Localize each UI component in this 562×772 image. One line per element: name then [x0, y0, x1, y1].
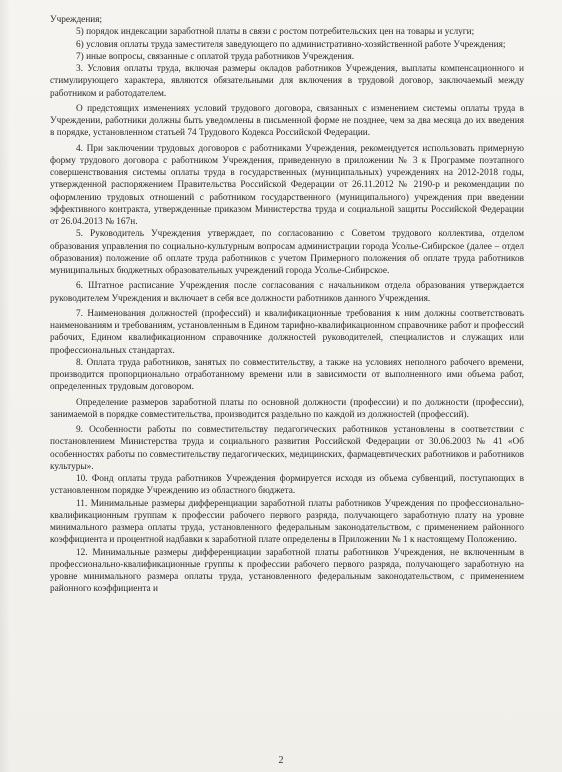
paragraph-12: 12. Минимальные размеры дифференциации заработной платы работников Учреждения, не включенным в профессионально-квалификационные группы к профессии рабочего первого разряда, получающего заработную на уровне минимального размера оплаты труда, установленного федеральным законодательством, с применением районного коэффициента и	[50, 547, 524, 595]
paragraph-4: 4. При заключении трудовых договоров с работниками Учреждения, рекомендуется использовать примерную форму трудового договора с работником Учреждения, приведенную в приложении № 3 к Программе поэтапного совершенствования системы оплаты труда в государственных (муниципальных) учреждениях на 2012-2018 годы, утвержденной распоряжением Правительства Российской Федерации от 26.11.2012 № 2190-р и рекомендации по оформлению трудовых отношений с работником государственного (муниципального) учреждения при введении эффективного контракта, утвержденные приказом Министерства труда и социальной защиты Российской Федерации от 26.04.2013 № 167н.	[50, 143, 524, 227]
page-number: 2	[278, 755, 284, 766]
paragraph-11: 11. Минимальные размеры дифференциации заработной платы работников Учреждения по профессионально-квалификационным группам к профессии рабочего первого разряда, получающего заработную плату на уровне минимального размера оплаты труда, установленного федеральным законодательством, с применением районного коэффициента и процентной надбавки к заработной плате определены в Приложении № 1 к настоящему Положению.	[50, 498, 524, 546]
paragraph-5: 5. Руководитель Учреждения утверждает, по согласованию с Советом трудового коллектива, отделом образования управления по социально-культурным вопросам администрации города Усолье-Сибирское (далее – отдел образования) положение об оплате труда работников с учетом Примерного положения об оплате труда работников муниципальных бюджетных образовательных учреждений города Усолье-Сибирское.	[50, 229, 524, 276]
paragraph-item-5: 5) порядок индексации заработной платы в связи с ростом потребительских цен на товары и услуги;	[76, 27, 475, 38]
paragraph-9: 9. Особенности работы по совместительству педагогических работников установлены в соответствии с постановлением Министерства труда и социального развития Российской Федерации от 30.06.2003 № 41 «Об особенностях работы по совместительству педагогических, медицинских, фармацевтических работников и работников культуры».	[50, 425, 524, 472]
paragraph-continuation: Учреждения;	[50, 15, 103, 25]
paragraph-contract-changes: О предстоящих изменениях условий трудового договора, связанных с изменением системы оплаты труда в Учреждении, работники должны быть уведомлены в письменной форме не позднее, чем за два месяца до их введения в порядке, установленном статьей 74 Трудового Кодекса Российской Федерации.	[50, 103, 524, 139]
paragraph-10: 10. Фонд оплаты труда работников Учреждения формируется исходя из объема субвенций, поступающих в установленном порядке Учреждению из областного бюджета.	[50, 474, 524, 497]
paragraph-3: 3. Условия оплаты труда, включая размеры окладов работников Учреждения, выплаты компенсационного и стимулирующего характера, являются обязательными для включения в трудовой договор, заключаемый между работником и работодателем.	[50, 64, 524, 99]
paragraph-item-6: 6) условия оплаты труда заместителя заведующего по административно-хозяйственной работе Учреждения;	[76, 39, 506, 50]
paragraph-item-7: 7) иные вопросы, связанные с оплатой труда работников Учреждения.	[76, 51, 355, 62]
paragraph-salary-definition: Определение размеров заработной платы по основной должности (профессии) и по должности (профессии), занимаемой в порядке совместительства, производится раздельно по каждой из должностей (профессий).	[50, 397, 524, 420]
paragraph-7: 7. Наименования должностей (профессий) и квалификационные требования к ним должны соответствовать наименованиям и требованиям, установленным в Едином тарифно-квалификационном справочнике работ и профессий рабочих, Едином квалификационном справочнике должностей руководителей, специалистов и служащих или профессиональных стандартах.	[50, 308, 524, 356]
paragraph-8: 8. Оплата труда работников, занятых по совместительству, а также на условиях неполного рабочего времени, производится пропорционально отработанному времени или в зависимости от выполненного ими объема работ, определенных трудовым договором.	[50, 357, 524, 393]
paragraph-6: 6. Штатное расписание Учреждения после согласования с начальником отдела образования утверждается руководителем Учреждения и включает в себя все должности работников данного Учреждения.	[50, 281, 524, 304]
